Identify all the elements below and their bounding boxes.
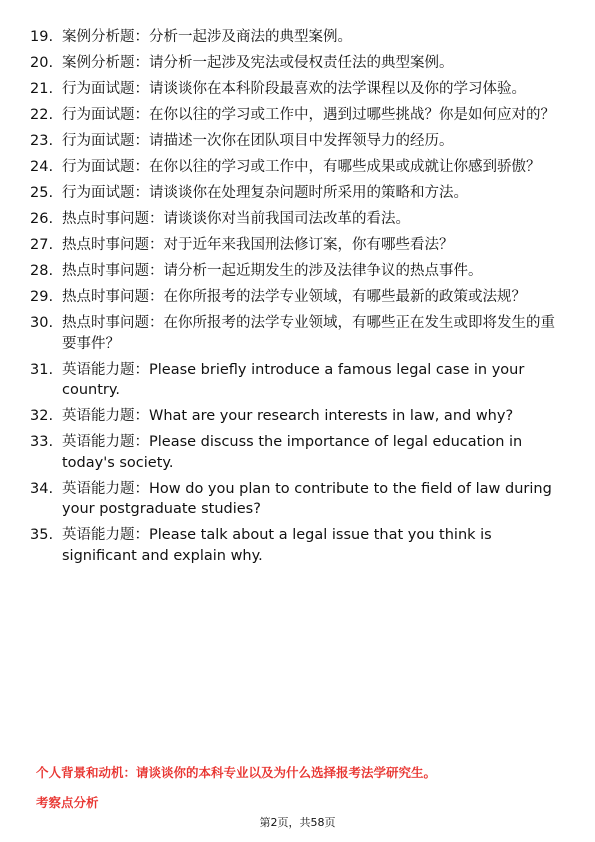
question-item bbox=[30, 53, 560, 74]
question-text: 案例分析题：请分析一起涉及宪法或侵权责任法的典型案例。 bbox=[62, 55, 454, 71]
question-number: 32. bbox=[30, 408, 54, 424]
question-item bbox=[30, 406, 560, 427]
question-text: 行为面试题：在你以往的学习或工作中，遇到过哪些挑战？你是如何应对的？ bbox=[62, 107, 555, 123]
question-text: 行为面试题：请描述一次你在团队项目中发挥领导力的经历。 bbox=[62, 133, 454, 149]
question-text: 英语能力题：Please discuss the importance of legal education in today's society. bbox=[62, 434, 523, 471]
question-item bbox=[30, 313, 560, 354]
question-item bbox=[30, 157, 560, 178]
question-text: 行为面试题：请谈谈你在处理复杂问题时所采用的策略和方法。 bbox=[62, 185, 468, 201]
question-number: 19. bbox=[30, 29, 54, 45]
question-text: 热点时事问题：请分析一起近期发生的涉及法律争议的热点事件。 bbox=[62, 263, 483, 279]
question-item bbox=[30, 479, 560, 520]
question-item bbox=[30, 105, 560, 126]
question-text: 英语能力题：Please briefly introduce a famous legal case in your country. bbox=[62, 361, 525, 398]
question-item bbox=[30, 360, 560, 401]
question-text: 热点时事问题：对于近年来我国刑法修订案，你有哪些看法？ bbox=[62, 237, 454, 253]
question-number: 22. bbox=[30, 107, 54, 123]
question-text: 行为面试题：请谈谈你在本科阶段最喜欢的法学课程以及你的学习体验。 bbox=[62, 81, 526, 97]
question-number: 27. bbox=[30, 237, 54, 253]
question-number: 25. bbox=[30, 185, 54, 201]
question-item bbox=[30, 261, 560, 282]
question-text: 英语能力题：Please talk about a legal issue that you think is significant and explain why. bbox=[62, 527, 492, 564]
section-label: 考察点分析 bbox=[36, 795, 99, 810]
question-number: 29. bbox=[30, 289, 54, 305]
question-item bbox=[30, 79, 560, 100]
question-number: 35. bbox=[30, 527, 54, 543]
question-number: 21. bbox=[30, 81, 54, 97]
question-item bbox=[30, 183, 560, 204]
question-number: 30. bbox=[30, 315, 54, 331]
question-text: 热点时事问题：在你所报考的法学专业领域，有哪些最新的政策或法规？ bbox=[62, 289, 526, 305]
question-item bbox=[30, 525, 560, 566]
question-item bbox=[30, 209, 560, 230]
question-text: 热点时事问题：请谈谈你对当前我国司法改革的看法。 bbox=[62, 211, 410, 227]
question-number: 31. bbox=[30, 361, 54, 378]
question-text: 案例分析题：分析一起涉及商法的典型案例。 bbox=[62, 29, 352, 45]
question-text: 行为面试题：在你以往的学习或工作中，有哪些成果或成就让你感到骄傲？ bbox=[62, 159, 541, 175]
question-number: 33. bbox=[30, 434, 54, 450]
question-number: 20. bbox=[30, 55, 54, 71]
question-item bbox=[30, 131, 560, 152]
question-item bbox=[30, 27, 560, 48]
question-number: 28. bbox=[30, 263, 54, 279]
question-item bbox=[30, 235, 560, 256]
highlight-question: 个人背景和动机：请谈谈你的本科专业以及为什么选择报考法学研究生。 bbox=[36, 765, 437, 780]
question-number: 24. bbox=[30, 159, 54, 175]
page-footer: 第2页，共58页 bbox=[259, 816, 336, 829]
question-text: 英语能力题：What are your research interests in law, and why? bbox=[62, 408, 514, 424]
question-number: 26. bbox=[30, 211, 54, 227]
question-item bbox=[30, 432, 560, 473]
question-number: 23. bbox=[30, 133, 54, 149]
question-text: 热点时事问题：在你所报考的法学专业领域，有哪些正在发生或即将发生的重要事件？ bbox=[62, 315, 555, 352]
question-item bbox=[30, 287, 560, 308]
question-text: 英语能力题：How do you plan to contribute to the field of law during your postgraduate studies? bbox=[62, 480, 552, 517]
question-number: 34. bbox=[30, 480, 54, 497]
question-list bbox=[30, 27, 560, 572]
